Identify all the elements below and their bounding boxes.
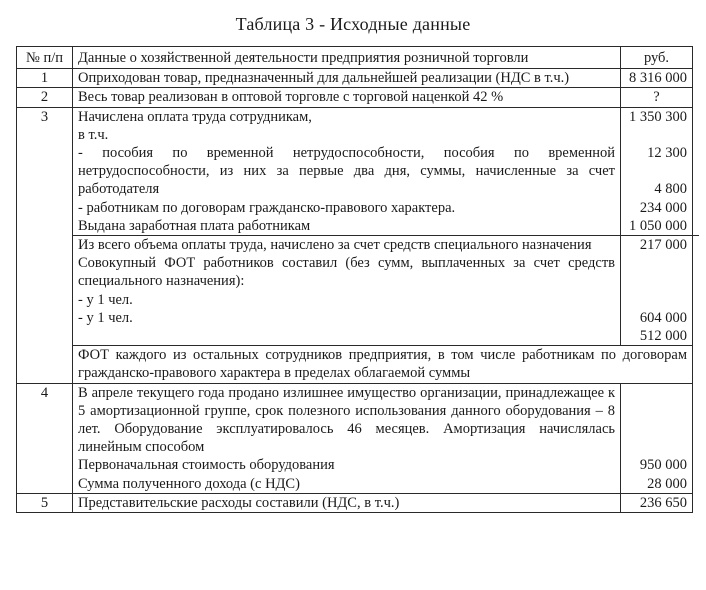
gph-contracts-label: - работникам по договорам гражданско-правового характера. bbox=[78, 199, 456, 216]
row-description: Представительские расходы составили (НДС, в т.ч.) bbox=[73, 493, 621, 512]
income-label: Сумма полученного дохода (с НДС) bbox=[78, 475, 300, 492]
table-header-row bbox=[17, 47, 693, 69]
row-number: 1 bbox=[17, 69, 73, 88]
source-data-table bbox=[16, 46, 693, 513]
row-number: 2 bbox=[17, 88, 73, 107]
payroll-total-value: 1 350 300 bbox=[629, 108, 687, 125]
row-value: ? bbox=[621, 88, 693, 107]
row-number: 5 bbox=[17, 493, 73, 512]
row-value: 8 316 000 bbox=[621, 69, 693, 88]
wages-paid-value: 1 050 000 bbox=[621, 217, 699, 236]
person-2-value: 512 000 bbox=[639, 327, 687, 344]
person-2-label: - у 1 чел. bbox=[78, 309, 133, 326]
person-1-value: 604 000 bbox=[639, 309, 687, 326]
row-values bbox=[621, 383, 693, 493]
row-value: 236 650 bbox=[621, 493, 693, 512]
gph-value: 234 000 bbox=[639, 199, 687, 216]
header-number: № п/п bbox=[17, 47, 73, 69]
special-funds-value: 217 000 bbox=[639, 237, 687, 253]
payroll-accrued-label: Начислена оплата труда сотрудникам, bbox=[78, 108, 312, 125]
initial-cost-label: Первоначальная стоимость оборудования bbox=[78, 457, 335, 474]
table-row-2 bbox=[17, 88, 693, 107]
table-row-3 bbox=[17, 107, 693, 346]
table-row-4 bbox=[17, 383, 693, 493]
initial-cost-value: 950 000 bbox=[639, 457, 687, 474]
row-description: Весь товар реализован в оптовой торговле с торговой наценкой 42 % bbox=[73, 88, 621, 107]
sick-leave-label: - пособия по временной нетрудоспособности, пособия по временной нетрудоспособности, из них за первые два дня, суммы, начисленные за счет работодателя bbox=[78, 145, 615, 198]
total-fot-label: Совокупный ФОТ работников составил (без сумм, выплаченных за счет средств специального назначения): bbox=[78, 255, 615, 290]
including-label: в т.ч. bbox=[78, 126, 109, 143]
table-title: Таблица 3 - Исходные данные bbox=[235, 14, 471, 34]
person-1-label: - у 1 чел. bbox=[78, 291, 133, 308]
sick-leave-value: 12 300 bbox=[647, 145, 687, 161]
row-description: Оприходован товар, предназначенный для дальнейшей реализации (НДС в т.ч.) bbox=[73, 69, 621, 88]
header-description: Данные о хозяйственной деятельности предприятия розничной торговли bbox=[73, 47, 621, 69]
table-row-3-note bbox=[17, 346, 693, 383]
row-values bbox=[621, 107, 693, 346]
header-unit: руб. bbox=[621, 47, 693, 69]
row-description bbox=[73, 107, 621, 346]
income-value: 28 000 bbox=[647, 475, 687, 492]
employer-days-value: 4 800 bbox=[654, 181, 687, 198]
fot-note: ФОТ каждого из остальных сотрудников предприятия, в том числе работникам по договорам гражданско-правового характера в пределах облагаемой суммы bbox=[73, 346, 693, 383]
special-funds-label: Из всего объема оплаты труда, начислено за счет средств специального назначения bbox=[78, 237, 592, 254]
row-description bbox=[73, 383, 621, 493]
wages-paid-label: Выдана заработная плата работникам bbox=[73, 217, 620, 236]
table-row-1 bbox=[17, 69, 693, 88]
table-row-5 bbox=[17, 493, 693, 512]
row-number: 3 bbox=[17, 107, 73, 383]
equipment-sale-text: В апреле текущего года продано излишнее имущество организации, принадлежащее к 5 амортизационной группе, срок полезного использования данного оборудования – 8 лет. Оборудование эксплуатировалось 46 месяцев. Амортизация начислялась линейным способом bbox=[78, 384, 615, 456]
row-number: 4 bbox=[17, 383, 73, 493]
